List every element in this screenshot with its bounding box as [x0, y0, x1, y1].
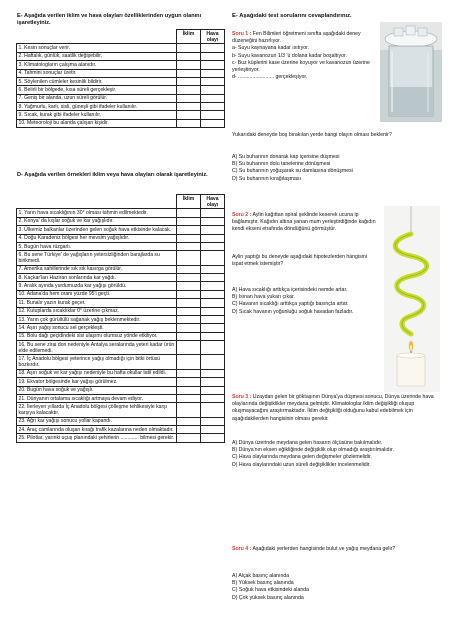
example-statement: 22. İlerleyen yıllarda İç Anadolu bölgesi çölleşme tehlikesiyle karşı karşıya kalacaktır.: [17, 403, 177, 417]
jar-ice-experiment-image: [380, 22, 442, 122]
hava-olayi-answer-cell[interactable]: [201, 119, 225, 127]
iklim-answer-cell[interactable]: [177, 103, 201, 111]
hava-olayi-answer-cell[interactable]: [201, 307, 225, 315]
question-3-intro: Uzaydan gelen bir göktaşının Dünya'ya düşmesi sonucu, Dünya üzerinde hava olaylarında değişiklikler meydana gelmiştir. Klimatologlar iklim değişikliği oluşup oluşmayacağını araştırmaktadır. İklim değişikliği olduğunu kabul edebilmek için aşağıdakilerden hangisinin olması gerekir.: [232, 394, 434, 422]
hava-olayi-answer-cell[interactable]: [201, 94, 225, 102]
climate-weather-examples-table: [16, 194, 225, 443]
question-1: [232, 31, 374, 81]
section-d-title: D- Aşağıda verilen örnekleri iklim veya hava olayları olarak işaretleyiniz.: [17, 172, 208, 178]
iklim-answer-cell[interactable]: [177, 69, 201, 77]
question-3-option-d[interactable]: D) Hava olaylarındaki uzun süreli değişiklikler incelenmelidir.: [232, 461, 371, 468]
hava-olayi-answer-cell[interactable]: [201, 386, 225, 394]
iklim-answer-cell[interactable]: [177, 86, 201, 94]
hava-olayi-answer-cell[interactable]: [201, 369, 225, 377]
example-statement: 5. Bugün hava rüzgarlı.: [17, 242, 177, 250]
iklim-answer-cell[interactable]: [177, 52, 201, 60]
hava-olayi-answer-cell[interactable]: [201, 217, 225, 225]
iklim-answer-cell[interactable]: [177, 324, 201, 332]
question-3-options: [232, 440, 444, 469]
col-hava-header: Hava olayı: [201, 195, 225, 209]
question-2: [232, 212, 376, 234]
question-3-option-b[interactable]: B) Dünya'nın eksen eğikliğinde değişiklik olup olmadığı araştırılmalıdır.: [232, 447, 394, 454]
example-row: [17, 299, 225, 307]
question-4-option-c[interactable]: C) Soğuk hava etkisindeki alanda: [232, 587, 309, 594]
question-4-options: [232, 573, 444, 602]
example-statement: 20. Bugün hava soğuk ve yağışlı.: [17, 386, 177, 394]
iklim-answer-cell[interactable]: [177, 315, 201, 323]
question-2-question: Aylin yaptığı bu deneyde aşağıdaki hipotezlerden hangisini ispat etmek istemiştir?: [232, 254, 367, 268]
example-statement: 13. Yarın çok gürültülü sağanak yağış beklenmektedir.: [17, 315, 177, 323]
hava-olayi-answer-cell[interactable]: [201, 290, 225, 298]
hava-olayi-answer-cell[interactable]: [201, 242, 225, 250]
question-1-option-c[interactable]: C) Su buharının yoğuşarak su damlasına dönüşmesi: [232, 168, 353, 175]
hava-olayi-answer-cell[interactable]: [201, 265, 225, 273]
iklim-answer-cell[interactable]: [177, 274, 201, 282]
example-row: [17, 434, 225, 442]
col-iklim-header: İklim: [177, 30, 201, 44]
iklim-answer-cell[interactable]: [177, 386, 201, 394]
iklim-answer-cell[interactable]: [177, 242, 201, 250]
feature-row: [17, 111, 225, 119]
hava-olayi-answer-cell[interactable]: [201, 52, 225, 60]
example-statement: 16. Bu sene zirai don nedeniyle Antalya seralarında yeteri kadar ürün elde edilemedi.: [17, 341, 177, 355]
hava-olayi-answer-cell[interactable]: [201, 426, 225, 434]
example-statement: 10. Adana'da hem oranı yüzde 95'i geçti.: [17, 290, 177, 298]
iklim-answer-cell[interactable]: [177, 332, 201, 340]
example-row: [17, 209, 225, 217]
question-1-step-a: a- Suyu kaynayana kadar ısıtıyor.: [232, 45, 309, 52]
iklim-answer-cell[interactable]: [177, 434, 201, 442]
example-statement: 14. Aşırı yağış sonucu sel gerçekleşti.: [17, 324, 177, 332]
question-4-intro: Aşağıdaki yerlerden hangisinde bulut ve yağış meydana gelir?: [252, 546, 396, 552]
question-2-option-d[interactable]: D) Sıcak havanın yoğunluğu soğuk havadan fazladır.: [232, 308, 354, 315]
table-header-row: [17, 30, 225, 44]
question-3-option-a[interactable]: A) Dünya üzerinde meydana gelen hasarın ölçüsüne bakılmalıdır.: [232, 440, 383, 446]
example-row: [17, 217, 225, 225]
spiral-candle-image: [384, 206, 440, 392]
hava-olayi-answer-cell[interactable]: [201, 274, 225, 282]
question-4-option-b[interactable]: B) Yüksek basınç alanında: [232, 580, 294, 587]
section-e-title: E- Aşağıda verilen iklim ve hava olayları özelliklerinden uygun olanını işaretleyiniz.: [17, 13, 202, 27]
question-4-option-d[interactable]: D) Çok yüksek basınç alanında: [232, 594, 304, 601]
climate-weather-features-table: [16, 29, 225, 128]
feature-statement: 5. Söylenilen cümleler kesinlik bildirir.: [17, 77, 177, 85]
iklim-answer-cell[interactable]: [177, 77, 201, 85]
question-1-label: Soru 1 :: [232, 31, 252, 37]
col-hava-header: Hava olayı: [201, 30, 225, 44]
example-row: [17, 403, 225, 417]
example-statement: 23. Ağrı kar yağışı sonucu yollar kapandı.: [17, 417, 177, 425]
example-row: [17, 324, 225, 332]
example-row: [17, 282, 225, 290]
iklim-answer-cell[interactable]: [177, 265, 201, 273]
iklim-answer-cell[interactable]: [177, 369, 201, 377]
hava-olayi-answer-cell[interactable]: [201, 403, 225, 417]
feature-statement: 6. Belirli bir bölgede, kısa süreli gerçekleşir.: [17, 86, 177, 94]
feature-statement: 9. Sıcak, kurak gibi ifadeler kullanılır.: [17, 111, 177, 119]
iklim-answer-cell[interactable]: [177, 307, 201, 315]
iklim-answer-cell[interactable]: [177, 61, 201, 69]
feature-statement: 3. Klimatologların çalışma alanıdır.: [17, 61, 177, 69]
example-statement: 21. Dünyanın ortalama sıcaklığı artmaya devam ediyor.: [17, 394, 177, 402]
example-statement: 15. Bolu dağı geçidindeki sisi ulaşımı olumsuz yönde etkiliyor.: [17, 332, 177, 340]
hava-olayi-answer-cell[interactable]: [201, 251, 225, 265]
example-statement: 1. Yarın hava sıcaklığının 30° olması tahmin edilmektedir.: [17, 209, 177, 217]
hava-olayi-answer-cell[interactable]: [201, 77, 225, 85]
example-row: [17, 426, 225, 434]
feature-statement: 1. Kesin sonuçlar verir.: [17, 44, 177, 52]
iklim-answer-cell[interactable]: [177, 341, 201, 355]
feature-row: [17, 69, 225, 77]
question-4: [232, 546, 444, 553]
col-iklim-header: İklim: [177, 195, 201, 209]
iklim-answer-cell[interactable]: [177, 378, 201, 386]
example-statement: 6. Bu sene Türkiye' de yağışların yetersizliğinden barajlarda su birikmedi.: [17, 251, 177, 265]
question-3-label: Soru 3 :: [232, 394, 252, 400]
example-statement: 18. Aşırı soğuk ve kar yağışı nedeniyle bu hafta okullar tatil edildi.: [17, 369, 177, 377]
example-statement: 17. İç Anadolu bölgesi yeterince yağış olmadığı için bitki örtüsü bozkırdır.: [17, 355, 177, 369]
iklim-answer-cell[interactable]: [177, 44, 201, 52]
example-row: [17, 417, 225, 425]
iklim-answer-cell[interactable]: [177, 94, 201, 102]
question-2-intro: Aylin kağıttan spiral şeklinde keserek ucuna ip bağlamıştır. Kağıdın altına yanan mum yerleştirdiğinde kağıdın kendi ekseni etrafında döndüğünü görmüştür.: [232, 212, 376, 233]
iklim-answer-cell[interactable]: [177, 234, 201, 242]
feature-statement: 10. Meteoroloji bu alanda çalışan kişidir.: [17, 119, 177, 127]
question-1-options: [232, 154, 444, 183]
example-row: [17, 242, 225, 250]
example-statement: 19. Ekvator bölgesinde kar yağışı görülmez.: [17, 378, 177, 386]
question-4-label: Soru 4 :: [232, 546, 252, 552]
hava-olayi-answer-cell[interactable]: [201, 44, 225, 52]
question-1-step-c: c- Buz küplerini kase üzerine koyuyor ve kavanozun üzerine yerleştiriyor.: [232, 59, 370, 74]
example-statement: 2. Konya' da kışlar soğuk ve kar yağışlıdır.: [17, 217, 177, 225]
hava-olayi-answer-cell[interactable]: [201, 86, 225, 94]
feature-row: [17, 77, 225, 85]
question-2-option-c[interactable]: C) Havanın sıcaklığı arttıkça yaptığı basınçta artar.: [232, 301, 349, 308]
iklim-answer-cell[interactable]: [177, 282, 201, 290]
example-row: [17, 265, 225, 273]
example-row: [17, 315, 225, 323]
question-1-option-a[interactable]: A) Su buharının donarak kap içerisine düşmesi: [232, 154, 340, 160]
question-1-option-b[interactable]: B) Su buharının dolu tanelerine dönüşmesi: [232, 161, 331, 168]
hava-olayi-answer-cell[interactable]: [201, 315, 225, 323]
question-3: [232, 394, 444, 423]
question-1-stem: [232, 132, 444, 139]
hava-olayi-answer-cell[interactable]: [201, 324, 225, 332]
example-row: [17, 226, 225, 234]
question-2-label: Soru 2 :: [232, 212, 252, 218]
question-2-option-a[interactable]: A) Hava sıcaklığı arttıkça içerisindeki nemde artar.: [232, 287, 348, 293]
hava-olayi-answer-cell[interactable]: [201, 103, 225, 111]
hava-olayi-answer-cell[interactable]: [201, 69, 225, 77]
example-row: [17, 290, 225, 298]
hava-olayi-answer-cell[interactable]: [201, 332, 225, 340]
example-row: [17, 341, 225, 355]
iklim-answer-cell[interactable]: [177, 355, 201, 369]
example-row: [17, 274, 225, 282]
feature-row: [17, 86, 225, 94]
example-row: [17, 378, 225, 386]
example-statement: 11. Bunalır yazın kurak geçer.: [17, 299, 177, 307]
question-2-options: [232, 287, 376, 316]
iklim-answer-cell[interactable]: [177, 251, 201, 265]
question-4-option-a[interactable]: A) Alçak basınç alanında: [232, 573, 290, 579]
question-3-option-c[interactable]: C) Hava olaylarında meydana gelen değişmeler gözlemelidir.: [232, 454, 372, 461]
hava-olayi-answer-cell[interactable]: [201, 61, 225, 69]
hava-olayi-answer-cell[interactable]: [201, 209, 225, 217]
feature-row: [17, 103, 225, 111]
question-1-step-d: d- ......................... gerçekleşiyor.: [232, 74, 308, 81]
question-2-stem: [232, 254, 376, 268]
example-statement: 25. Pilotlar, yarınki uçuş planındaki şehirlerin ............. bilmesi gerekir.: [17, 434, 177, 442]
example-statement: 12. Kutuplarda sıcaklıklar 0° üzerine çıkmaz.: [17, 307, 177, 315]
hava-olayi-answer-cell[interactable]: [201, 341, 225, 355]
feature-statement: 7. Geniş bir alanda, uzun süreli görülür.: [17, 94, 177, 102]
hava-olayi-answer-cell[interactable]: [201, 378, 225, 386]
example-row: [17, 332, 225, 340]
example-statement: 3. Ülkemiz balkanlar üzerinden gelen soğuk hava etkisinde kalacak.: [17, 226, 177, 234]
feature-row: [17, 44, 225, 52]
question-1-intro: Fen Bilimleri öğretmeni sınıfta aşağıdaki deney düzeneğini hazırlıyor.: [232, 31, 361, 45]
example-row: [17, 307, 225, 315]
question-1-question: Yukarıdaki deneyde boş bırakılan yerde hangi olayın olması beklenir?: [232, 132, 392, 138]
question-1-option-d[interactable]: D) Su buharının kırağılaşması: [232, 175, 301, 182]
iklim-answer-cell[interactable]: [177, 209, 201, 217]
example-statement: 7. Amerika sahillerinde sık sık kasırga görülür.: [17, 265, 177, 273]
iklim-answer-cell[interactable]: [177, 111, 201, 119]
iklim-answer-cell[interactable]: [177, 119, 201, 127]
iklim-answer-cell[interactable]: [177, 426, 201, 434]
table-header-row: [17, 195, 225, 209]
iklim-answer-cell[interactable]: [177, 226, 201, 234]
hava-olayi-answer-cell[interactable]: [201, 434, 225, 442]
iklim-answer-cell[interactable]: [177, 403, 201, 417]
feature-row: [17, 52, 225, 60]
hava-olayi-answer-cell[interactable]: [201, 394, 225, 402]
feature-statement: 4. Tahmini sonuçlar üretir.: [17, 69, 177, 77]
example-row: [17, 355, 225, 369]
example-row: [17, 386, 225, 394]
iklim-answer-cell[interactable]: [177, 394, 201, 402]
hava-olayi-answer-cell[interactable]: [201, 299, 225, 307]
hava-olayi-answer-cell[interactable]: [201, 226, 225, 234]
hava-olayi-answer-cell[interactable]: [201, 282, 225, 290]
feature-statement: 2. Haftalık, günlük, saatlik değişebilir.: [17, 52, 177, 60]
feature-statement: 8. Yağmurlu, karlı, sisli, güneşli gibi ifadeler kullanılır.: [17, 103, 177, 111]
iklim-answer-cell[interactable]: [177, 299, 201, 307]
example-row: [17, 369, 225, 377]
iklim-answer-cell[interactable]: [177, 417, 201, 425]
example-row: [17, 234, 225, 242]
example-statement: 9. Aralık ayında yurdumuzda kar yağışı görüldü.: [17, 282, 177, 290]
hava-olayi-answer-cell[interactable]: [201, 234, 225, 242]
example-statement: 24. Araç camlarında oluşan kırağı trafik kazalarına neden olmaktadır.: [17, 426, 177, 434]
example-statement: 4. Doğu Karadeniz bölgesi her mevsim yağışlıdır.: [17, 234, 177, 242]
feature-row: [17, 119, 225, 127]
iklim-answer-cell[interactable]: [177, 217, 201, 225]
example-row: [17, 394, 225, 402]
example-statement: 8. Kaçkar'ları Haziran sonlarında kar yağdı.: [17, 274, 177, 282]
question-2-option-b[interactable]: B) Isınan hava yukarı çıkar.: [232, 294, 295, 301]
question-1-step-b: b- Suyu kavanozun 1/3 'ü dolana kadar boşaltıyor.: [232, 52, 347, 59]
hava-olayi-answer-cell[interactable]: [201, 417, 225, 425]
hava-olayi-answer-cell[interactable]: [201, 355, 225, 369]
iklim-answer-cell[interactable]: [177, 290, 201, 298]
example-row: [17, 251, 225, 265]
feature-row: [17, 94, 225, 102]
feature-row: [17, 61, 225, 69]
hava-olayi-answer-cell[interactable]: [201, 111, 225, 119]
test-section-title: E- Aşağıdaki test sorularını cevaplandırınız.: [232, 13, 352, 19]
